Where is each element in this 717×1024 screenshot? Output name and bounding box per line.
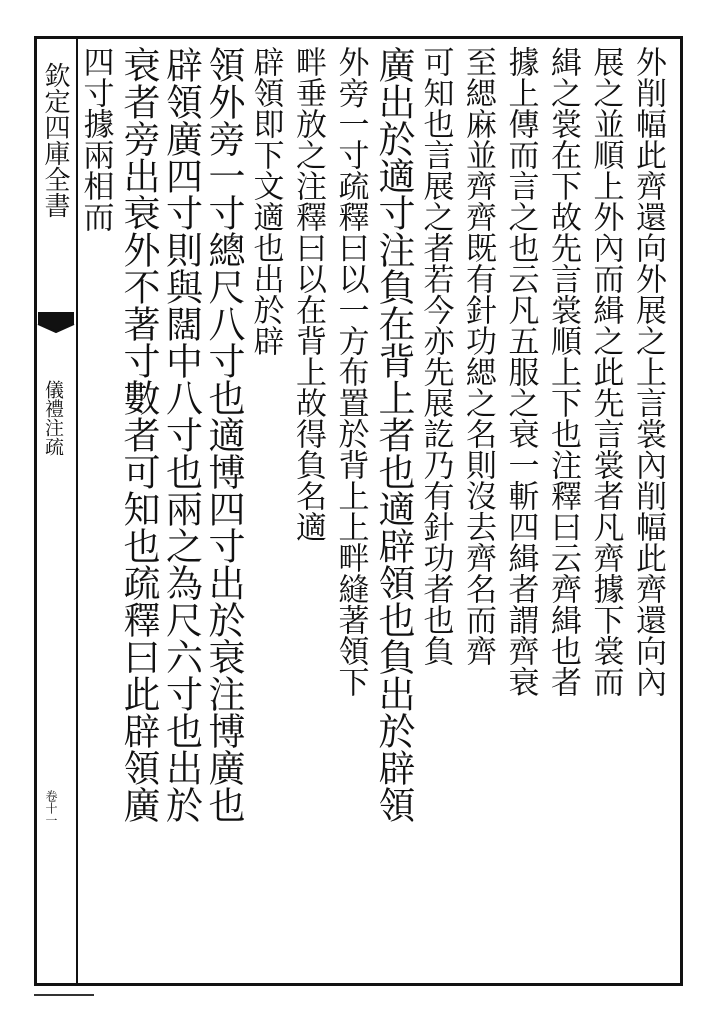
volume-label: 儀禮注疏 bbox=[42, 380, 64, 456]
text-column: 衰者旁出衰外不著寸數者可知也疏釋曰此辟領廣 bbox=[117, 46, 160, 823]
text-column: 展之並順上外內而緝之此先言裳者凡齊據下裳而 bbox=[587, 46, 624, 697]
text-column: 外削幅此齊還向外展之上言裳內削幅此齊還向內 bbox=[630, 46, 666, 697]
fish-tail-ornament-icon bbox=[36, 310, 76, 346]
text-column: 畔垂放之注釋曰以在背上故得負名適 bbox=[290, 46, 326, 542]
text-column: 四寸據兩相而 bbox=[77, 46, 114, 232]
text-column: 外旁一寸疏釋曰以一方布置於背上上畔縫著領下 bbox=[332, 46, 369, 697]
text-column: 廣出於適寸注負在背上者也適辟領也負出於辟領 bbox=[372, 46, 415, 823]
text-column: 可知也言展之者若今亦先展訖乃有針功者也負 bbox=[417, 46, 454, 666]
page-number: 卷十一 bbox=[44, 790, 58, 826]
text-column: 領外旁一寸總尺八寸也適博四寸出於衰注博廣也 bbox=[202, 46, 245, 823]
text-column: 據上傳而言之也云凡五服之衰一斬四緝者謂齊衰 bbox=[502, 46, 539, 697]
book-title: 欽定四庫全書 bbox=[40, 62, 70, 218]
text-column: 辟領廣四寸則與闊中八寸也兩之為尺六寸也出於 bbox=[160, 46, 203, 823]
bottom-rule bbox=[34, 994, 94, 996]
text-column: 辟領即下文適也出於辟 bbox=[247, 46, 284, 356]
text-column: 至緦麻並齊齊既有針功緦之名則沒去齊名而齊 bbox=[460, 46, 496, 666]
text-column: 緝之裳在下故先言裳順上下也注釋曰云齊緝也者 bbox=[545, 46, 581, 697]
